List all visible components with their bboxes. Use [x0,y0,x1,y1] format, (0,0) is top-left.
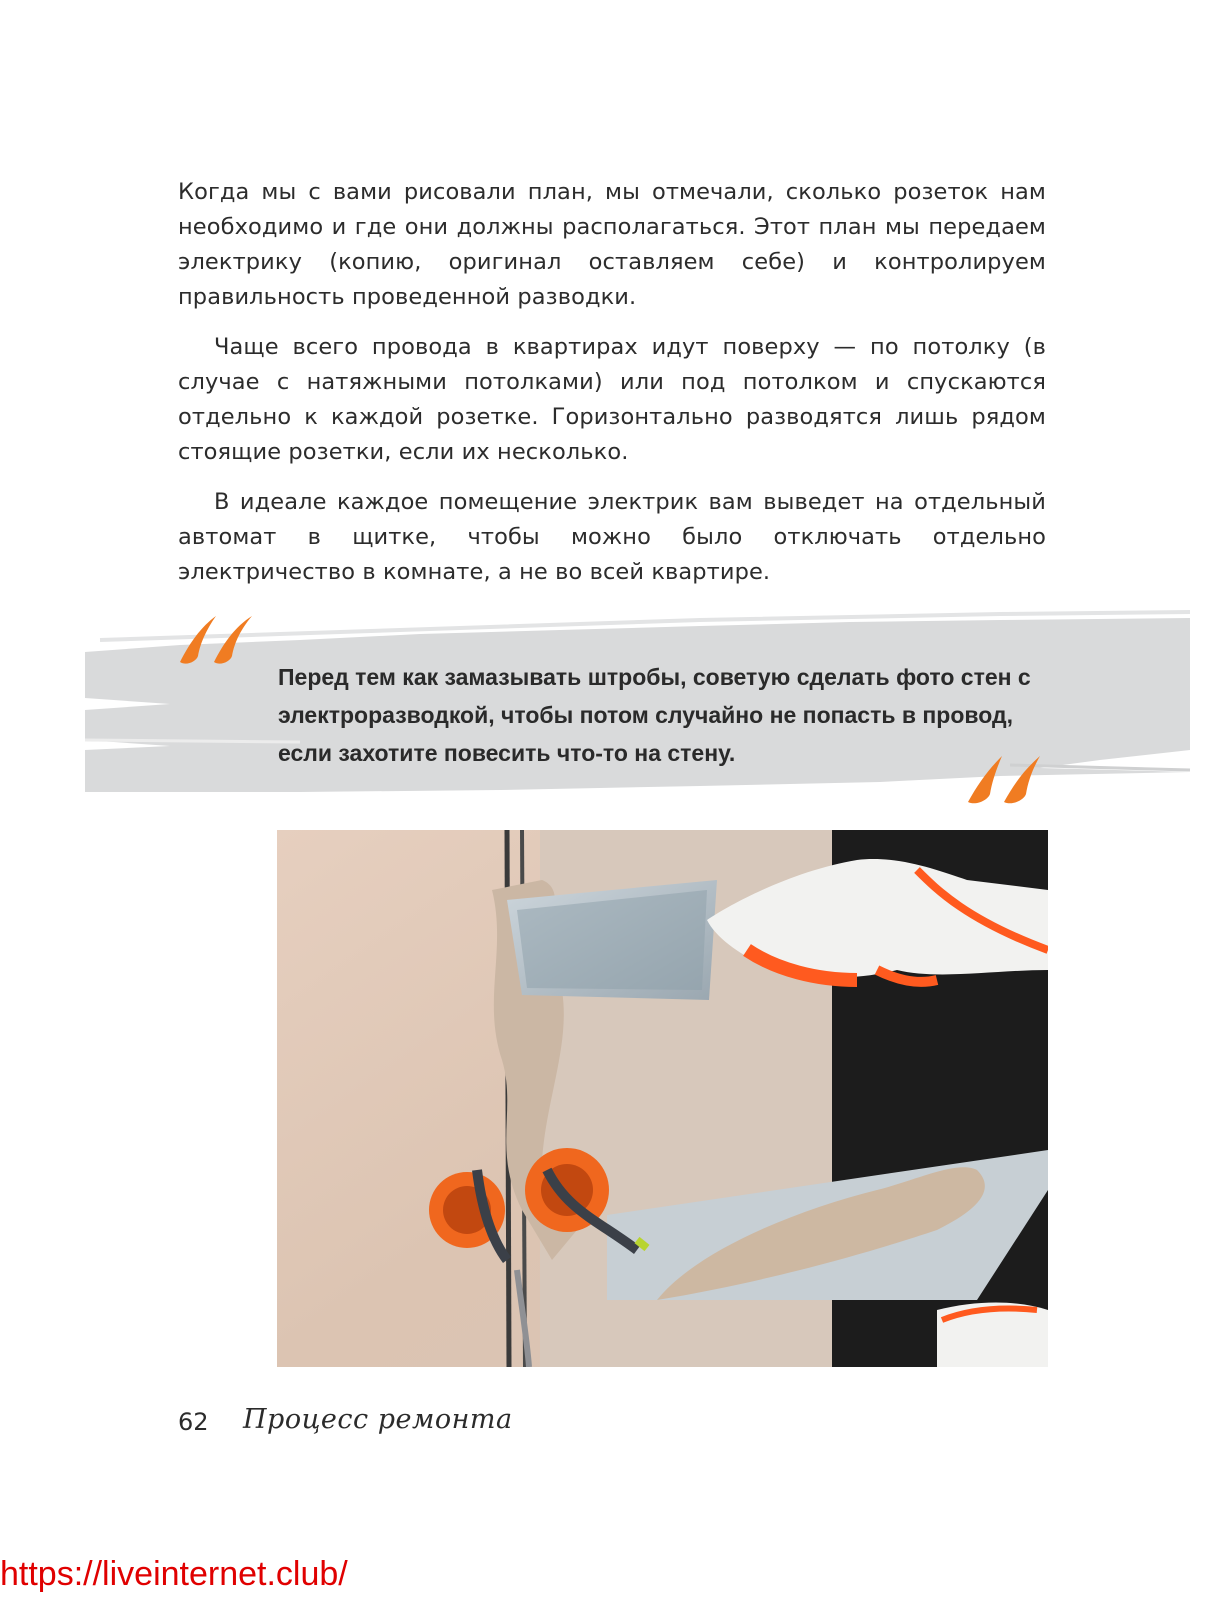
paragraph-2: Чаще всего провода в квартирах идут поверху — по потолку (в случае с натяжными потолками) или под потолком и спускаются отдельно к каждой розетке. Горизонтально разводятся лишь рядом стоящие розетки, если их несколько. [178,334,1046,465]
page-number: 62 [178,1408,209,1436]
running-title: Процесс ремонта [243,1404,513,1435]
callout-quote: Перед тем как замазывать штробы, советую сделать фото стен с электроразводкой, чтобы потом случайно не попасть в провод, если захотите повесить что-то на стену. [278,664,1031,766]
plastering-photo [277,830,1048,1367]
paragraph-3: В идеале каждое помещение электрик вам выведет на отдельный автомат в щитке, чтобы можно было отключать отдельно электричество в комнате, а не во всей квартире. [178,489,1046,585]
paragraph-1: Когда мы с вами рисовали план, мы отмечали, сколько розеток нам необходимо и где они должны располагаться. Этот план мы передаем электрику (копию, оригинал оставляем себе) и контролируем правильность проведенной разводки. [178,179,1046,310]
photo-plastering-outlets-icon [277,830,1048,1367]
open-quote-icon [176,612,256,668]
watermark-url[interactable]: https://liveinternet.club/ [0,1555,348,1593]
close-quote-icon [966,752,1042,806]
